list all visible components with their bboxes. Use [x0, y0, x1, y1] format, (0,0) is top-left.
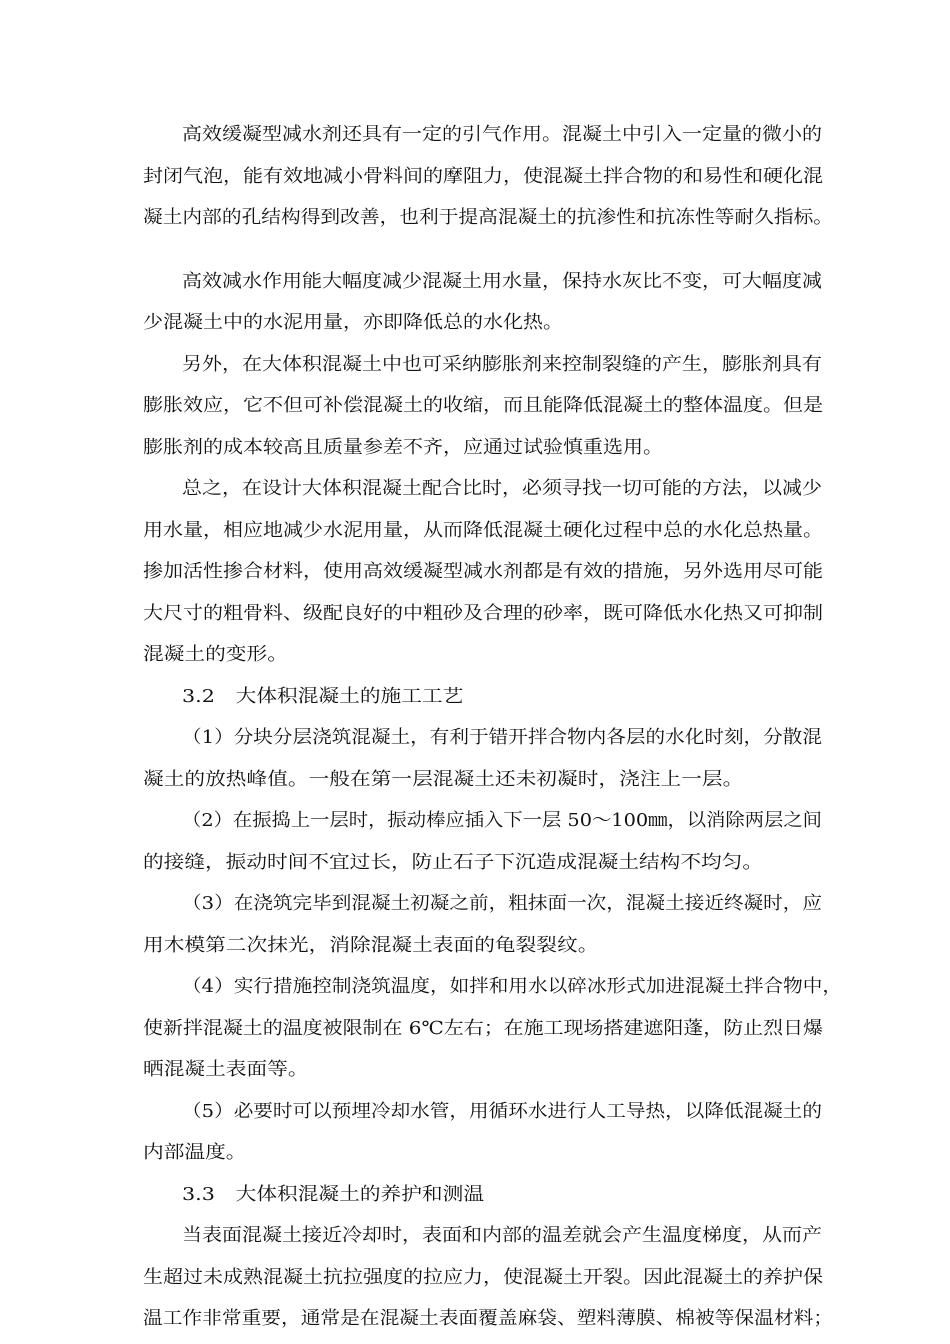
item-1-line-2: 凝土的放热峰值。一般在第一层混凝土还未初凝时，浇注上一层。	[143, 769, 744, 790]
paragraph-4-line-5: 混凝土的变形。	[143, 644, 288, 665]
item-4-line-3: 晒混凝土表面等。	[143, 1059, 309, 1080]
item-4-line-2: 使新拌混凝土的温度被限制在 6℃左右；在施工现场搭建遮阳蓬，防止烈日爆	[143, 1018, 823, 1039]
item-1-line-1: （1）分块分层浇筑混凝土，有利于错开拌合物内各层的水化时刻，分散混	[182, 727, 822, 748]
item-2-line-2: 的接缝，振动时间不宜过长，防止石子下沉造成混凝土结构不均匀。	[143, 852, 763, 873]
paragraph-last-line-1: 当表面混凝土接近冷却时，表面和内部的温差就会产生温度梯度，从而产	[182, 1225, 822, 1246]
paragraph-1-line-2: 封闭气泡，能有效地减小骨料间的摩阻力，使混凝土拌合物的和易性和硬化混	[143, 166, 824, 187]
item-2-line-1: （2）在振捣上一层时，振动棒应插入下一层 50～100㎜，以消除两层之间	[182, 810, 822, 831]
paragraph-4-line-4: 大尺寸的粗骨料、级配良好的中粗砂及合理的砂率，既可降低水化热又可抑制	[143, 603, 824, 624]
paragraph-4-line-1: 总之，在设计大体积混凝土配合比时，必须寻找一切可能的方法，以减少	[182, 478, 822, 499]
paragraph-3-line-3: 膨胀剂的成本较高且质量参差不齐，应通过试验慎重选用。	[143, 437, 663, 458]
paragraph-1-line-3: 凝土内部的孔结构得到改善，也利于提高混凝土的抗渗性和抗冻性等耐久指标。	[143, 207, 833, 228]
item-4-line-1: （4）实行措施控制浇筑温度，如拌和用水以碎冰形式加进混凝土拌合物中，	[182, 976, 842, 997]
section-heading-3-3: 3.3 大体积混凝土的养护和测温	[182, 1184, 485, 1205]
paragraph-3-line-1: 另外，在大体积混凝土中也可采纳膨胀剂来控制裂缝的产生，膨胀剂具有	[182, 354, 822, 375]
paragraph-4-line-3: 掺加活性掺合材料，使用高效缓凝型减水剂都是有效的措施，另外选用尽可能	[143, 561, 824, 582]
item-3-line-2: 用木模第二次抹光，消除混凝土表面的龟裂裂纹。	[143, 935, 599, 956]
paragraph-last-line-2: 生超过未成熟混凝土抗拉强度的拉应力，使混凝土开裂。因此混凝土的养护保	[143, 1267, 824, 1288]
item-5-line-2: 内部温度。	[143, 1142, 247, 1163]
paragraph-3-line-2: 膨胀效应，它不但可补偿混凝土的收缩，而且能降低混凝土的整体温度。但是	[143, 395, 824, 416]
paragraph-2-line-1: 高效减水作用能大幅度减少混凝土用水量，保持水灰比不变，可大幅度减	[182, 271, 822, 292]
item-3-line-1: （3）在浇筑完毕到混凝土初凝之前，粗抹面一次，混凝土接近终凝时，应	[182, 893, 822, 914]
paragraph-2-line-2: 少混凝土中的水泥用量，亦即降低总的水化热。	[143, 312, 563, 333]
paragraph-last-line-3: 温工作非常重要，通常是在混凝土表面覆盖麻袋、塑料薄膜、棉被等保温材料；	[143, 1308, 833, 1329]
item-5-line-1: （5）必要时可以预埋冷却水管，用循环水进行人工导热，以降低混凝土的	[182, 1101, 822, 1122]
section-heading-3-2: 3.2 大体积混凝土的施工工艺	[182, 686, 464, 707]
paragraph-4-line-2: 用水量，相应地减少水泥用量，从而降低混凝土硬化过程中总的水化总热量。	[143, 520, 824, 541]
paragraph-1-line-1: 高效缓凝型减水剂还具有一定的引气作用。混凝土中引入一定量的微小的	[182, 124, 822, 145]
